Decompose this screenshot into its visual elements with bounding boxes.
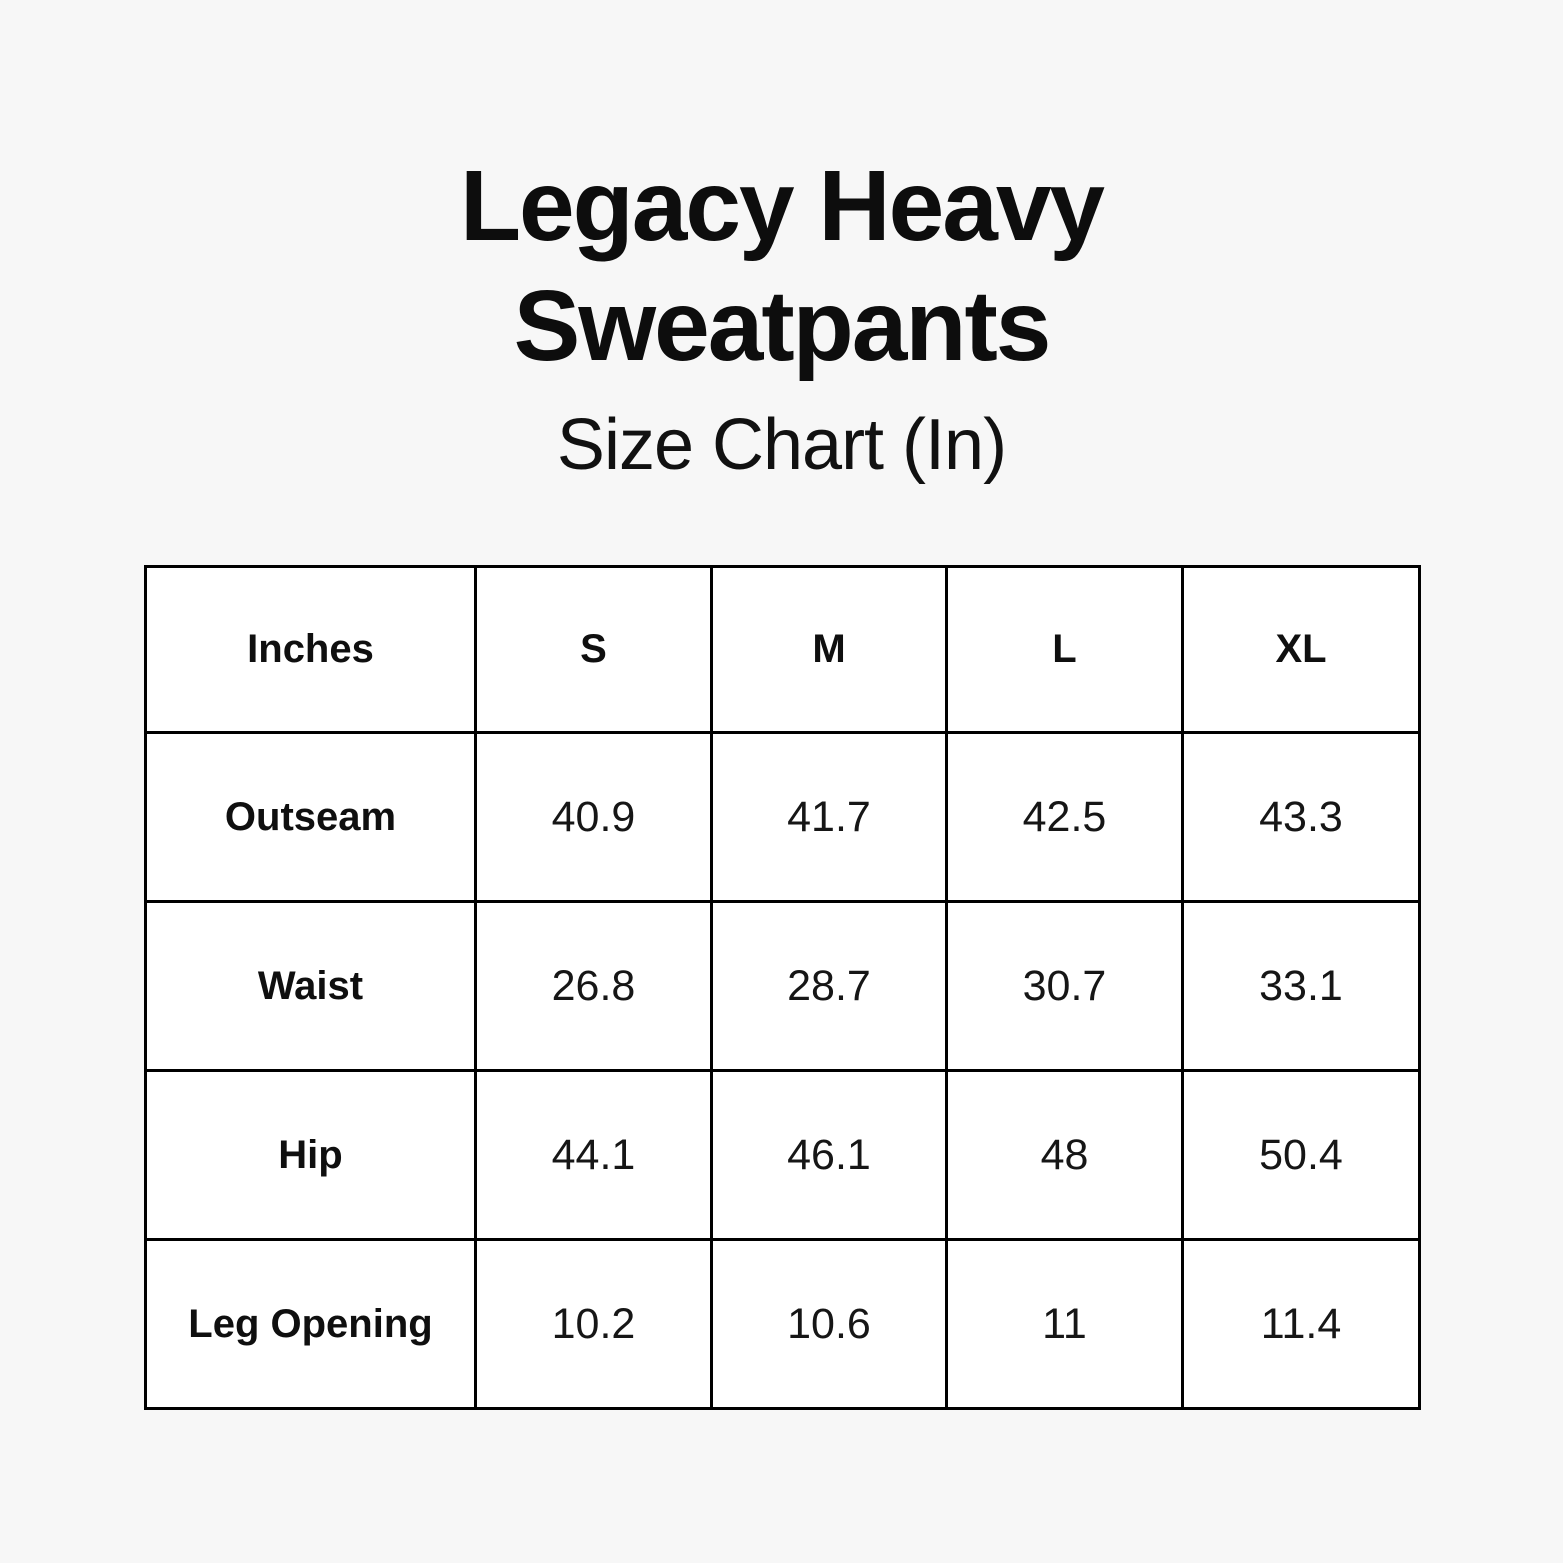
size-chart-table <box>144 565 1421 1410</box>
table-row-leg-opening <box>146 1240 1420 1409</box>
row-label-leg-opening: Leg Opening <box>146 1240 476 1409</box>
row-label-hip: Hip <box>146 1071 476 1240</box>
page-title: Legacy Heavy Sweatpants <box>459 150 1104 382</box>
leg-opening-xl-value: 11.4 <box>1183 1240 1420 1409</box>
table-row-hip <box>146 1071 1420 1240</box>
outseam-l-value: 42.5 <box>947 733 1183 902</box>
column-header-xl: XL <box>1183 567 1420 733</box>
outseam-m-value: 41.7 <box>712 733 947 902</box>
row-label-waist: Waist <box>146 902 476 1071</box>
waist-xl-value: 33.1 <box>1183 902 1420 1071</box>
leg-opening-l-value: 11 <box>947 1240 1183 1409</box>
waist-m-value: 28.7 <box>712 902 947 1071</box>
header-block <box>0 146 1563 488</box>
hip-m-value: 46.1 <box>712 1071 947 1240</box>
table-row-waist <box>146 902 1420 1071</box>
leg-opening-s-value: 10.2 <box>476 1240 712 1409</box>
hip-xl-value: 50.4 <box>1183 1071 1420 1240</box>
outseam-xl-value: 43.3 <box>1183 733 1420 902</box>
column-header-inches: Inches <box>146 567 476 733</box>
waist-s-value: 26.8 <box>476 902 712 1071</box>
row-label-outseam: Outseam <box>146 733 476 902</box>
hip-s-value: 44.1 <box>476 1071 712 1240</box>
column-header-l: L <box>947 567 1183 733</box>
column-header-s: S <box>476 567 712 733</box>
hip-l-value: 48 <box>947 1071 1183 1240</box>
table-header-row <box>146 567 1420 733</box>
leg-opening-m-value: 10.6 <box>712 1240 947 1409</box>
table-row-outseam <box>146 733 1420 902</box>
waist-l-value: 30.7 <box>947 902 1183 1071</box>
column-header-m: M <box>712 567 947 733</box>
outseam-s-value: 40.9 <box>476 733 712 902</box>
page-subtitle: Size Chart (In) <box>556 405 1007 485</box>
